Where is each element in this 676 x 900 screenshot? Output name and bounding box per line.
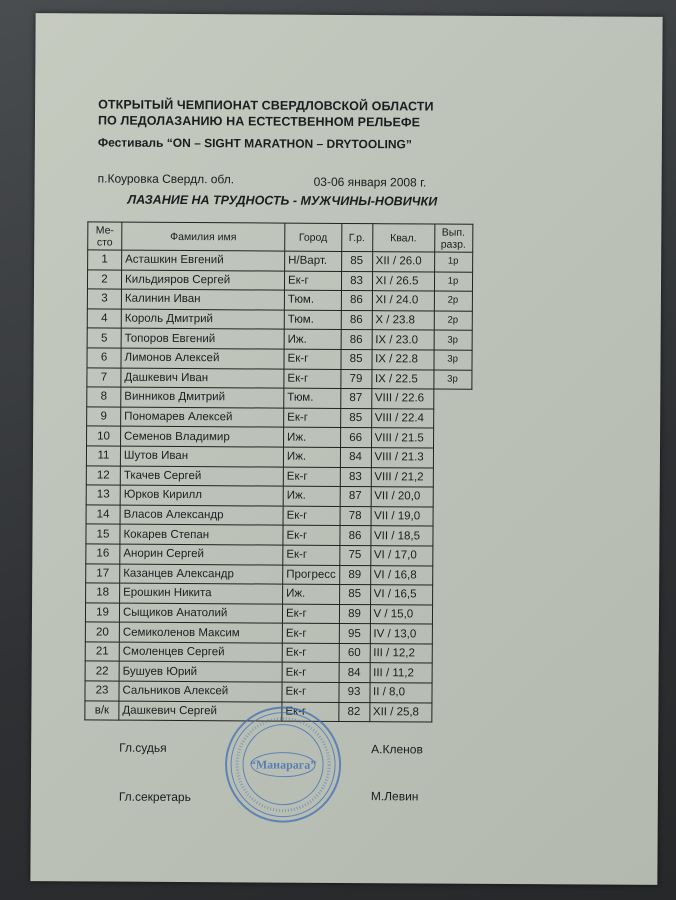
city-cell: Тюм. [284,290,341,310]
table-row [87,289,472,311]
place-cell: 16 [86,544,120,564]
table-row [86,465,471,487]
place-cell: 21 [85,642,119,662]
table-row [87,270,472,292]
name-cell: Кильдияров Сергей [121,270,284,291]
year-cell: 84 [340,447,371,467]
rank-cell [433,448,471,468]
qual-cell: X / 23.8 [372,310,434,330]
qual-cell: VI / 17,0 [370,546,432,566]
qual-cell: VIII / 22.6 [371,389,433,409]
table-row [87,309,472,331]
year-cell: 87 [340,487,371,507]
place-cell: 17 [86,563,120,583]
place-cell: 2 [87,270,121,290]
name-cell: Дашкевич Иван [121,368,284,389]
place-cell: 13 [86,485,120,505]
name-cell: Пономарев Алексей [121,407,284,428]
year-cell: 89 [339,565,370,585]
qual-cell: IX / 22.8 [372,350,434,370]
year-cell: 86 [341,310,372,330]
qual-cell: IX / 23.0 [372,330,434,350]
year-cell: 85 [340,408,371,428]
city-cell: Прогресс [283,565,340,585]
table-row [87,426,472,448]
chief-judge-label: Гл.судья [119,740,167,755]
city-cell: Ек-г [283,545,340,565]
rank-cell: 3р [433,370,471,390]
festival-title: Фестиваль “ON – SIGHT MARATHON – DRYTOOLING” [97,135,412,152]
header-qual: Квал. [372,224,434,252]
place-cell: 18 [86,583,120,603]
place-cell: 9 [87,407,121,427]
name-cell: Шутов Иван [120,446,283,467]
place-cell: в/к [85,701,119,721]
name-cell: Семенов Владимир [121,426,284,447]
event-place: п.Коуровка Свердл. обл. [97,171,235,187]
city-cell: Ек-г [284,408,341,428]
qual-cell: VII / 19,0 [371,506,433,526]
name-cell: Смоленцев Сергей [119,642,282,663]
year-cell: 75 [339,545,370,565]
qual-cell: VIII / 21.3 [371,448,433,468]
qual-cell: VIII / 21,2 [371,467,433,487]
header-year: Г.р. [341,223,372,251]
place-cell: 19 [85,603,119,623]
rank-cell [432,663,470,683]
city-cell: Ек-г [284,271,341,291]
year-cell: 87 [340,389,371,409]
qual-cell: XI / 26.5 [372,271,434,291]
rank-cell [432,644,470,664]
city-cell: Иж. [283,584,340,604]
place-cell: 5 [87,328,121,348]
rank-cell: 3р [434,350,472,370]
rank-cell [432,624,470,644]
city-cell: Тюм. [284,388,341,408]
qual-cell: II / 8,0 [369,683,431,703]
qual-cell: VII / 18,5 [370,526,432,546]
discipline-title: ЛАЗАНИЕ НА ТРУДНОСТЬ - МУЖЧИНЫ-НОВИЧКИ [127,192,438,209]
results-table [84,221,473,723]
qual-cell: IV / 13,0 [370,624,432,644]
table-row [86,583,471,605]
name-cell: Казанцев Александр [120,564,283,585]
event-dates: 03-06 января 2008 г. [313,174,427,190]
name-cell: Топоров Евгений [121,328,284,349]
place-cell: 1 [88,250,122,270]
year-cell: 95 [339,624,370,644]
chief-judge-name: А.Кленов [371,742,423,757]
qual-cell: XII / 26.0 [372,252,434,272]
table-row [85,661,470,683]
qual-cell: VIII / 21.5 [371,428,433,448]
table-header-row [88,222,473,252]
title-line-1: ОТКРЫТЫЙ ЧЕМПИОНАТ СВЕРДЛОВСКОЙ ОБЛАСТИ [98,97,434,114]
place-cell: 20 [85,622,119,642]
rank-cell [433,468,471,488]
city-cell: Ек-г [283,506,340,526]
table-row [85,681,470,703]
name-cell: Ерошкин Никита [120,583,283,604]
place-cell: 11 [86,446,120,466]
city-cell: Ек-г [282,663,339,683]
qual-cell: VI / 16,5 [370,585,432,605]
header-name: Фамилия имя [122,222,285,251]
rank-cell [433,507,471,527]
year-cell: 84 [339,663,370,683]
rank-cell: 3р [434,330,472,350]
rank-cell [432,605,470,625]
table-row [85,642,470,664]
place-cell: 22 [85,661,119,681]
year-cell: 85 [339,585,370,605]
rank-cell [433,409,471,429]
place-cell: 10 [87,426,121,446]
rank-cell [432,566,470,586]
name-cell: Кокарев Степан [120,524,283,545]
place-cell: 6 [87,348,121,368]
city-cell: Н/Варт. [285,251,342,271]
rank-cell: 2р [434,291,472,311]
rank-cell [432,546,470,566]
name-cell: Асташкин Евгений [122,250,285,271]
name-cell: Винников Дмитрий [121,387,284,408]
name-cell: Бушуев Юрий [119,662,282,683]
city-cell: Иж. [284,329,341,349]
rank-cell: 1р [434,252,472,272]
rank-cell [432,526,470,546]
results-sheet [30,13,662,885]
chief-secretary-label: Гл.секретарь [118,789,191,805]
table-row [86,544,471,566]
city-cell: Ек-г [282,682,339,702]
city-cell: Ек-г [282,604,339,624]
rank-cell [431,703,469,723]
place-cell: 14 [86,505,120,525]
rank-cell [433,389,471,409]
city-cell: Иж. [283,486,340,506]
rank-cell: 1р [434,272,472,292]
qual-cell: V / 15,0 [370,604,432,624]
qual-cell: XI / 24.0 [372,291,434,311]
table-row [87,407,472,429]
table-row [85,622,470,644]
year-cell: 85 [341,349,372,369]
header-place: Ме- сто [88,222,122,250]
table-row [86,446,471,468]
place-cell: 8 [87,387,121,407]
year-cell: 60 [339,643,370,663]
place-cell: 3 [87,289,121,309]
name-cell: Калинин Иван [121,289,284,310]
name-cell: Лимонов Алексей [121,348,284,369]
stamp-center-text: “Манарага” [249,757,317,772]
city-cell: Иж. [284,427,341,447]
place-cell: 23 [85,681,119,701]
year-cell: 78 [340,506,371,526]
year-cell: 89 [339,604,370,624]
table-row [87,367,472,389]
city-cell: Ек-г [283,467,340,487]
year-cell: 83 [341,271,372,291]
qual-cell: III / 11,2 [370,663,432,683]
table-row [88,250,473,272]
rank-cell [433,428,471,448]
city-cell: Ек-г [282,643,339,663]
qual-cell: IX / 22.5 [371,369,433,389]
city-cell: Ек-г [282,623,339,643]
year-cell: 86 [341,330,372,350]
chief-secretary-name: М.Левин [370,789,419,804]
name-cell: Юрков Кирилл [120,485,283,506]
city-cell: Тюм. [284,310,341,330]
qual-cell: XII / 25,8 [369,702,431,722]
rank-cell [433,487,471,507]
city-cell: Ек-г [284,369,341,389]
title-line-2: ПО ЛЕДОЛАЗАНИЮ НА ЕСТЕСТВЕННОМ РЕЛЬЕФЕ [97,113,421,130]
table-row [85,603,470,625]
club-stamp [223,704,344,825]
table-row [86,563,471,585]
city-cell: Ек-г [283,525,340,545]
qual-cell: III / 12,2 [370,644,432,664]
table-row [86,485,471,507]
city-cell: Иж. [283,447,340,467]
table-row [86,524,471,546]
name-cell: Ткачев Сергей [120,466,283,487]
year-cell: 85 [341,251,372,271]
city-cell: Ек-г [284,349,341,369]
header-rank: Вып. разр. [434,224,472,252]
year-cell: 83 [340,467,371,487]
year-cell: 86 [339,526,370,546]
qual-cell: VIII / 22.4 [371,408,433,428]
table-row [87,328,472,350]
place-cell: 15 [86,524,120,544]
place-cell: 12 [86,465,120,485]
table-row [87,387,472,409]
name-cell: Дашкевич Сергей [119,701,282,722]
rank-cell: 2р [434,311,472,331]
year-cell: 86 [341,291,372,311]
name-cell: Семиколенов Максим [119,622,282,643]
table-row [87,348,472,370]
name-cell: Король Дмитрий [121,309,284,330]
name-cell: Сыщиков Анатолий [119,603,282,624]
year-cell: 93 [339,683,370,703]
name-cell: Власов Александр [120,505,283,526]
name-cell: Сальников Алексей [119,681,282,702]
name-cell: Анорин Сергей [120,544,283,565]
place-cell: 4 [87,309,121,329]
year-cell: 79 [340,369,371,389]
year-cell: 66 [340,428,371,448]
qual-cell: VII / 20,0 [371,487,433,507]
place-cell: 7 [87,367,121,387]
qual-cell: VI / 16,8 [370,565,432,585]
year-cell: 82 [338,702,369,722]
header-city: Город [285,223,342,251]
rank-cell [432,585,470,605]
city-cell: Ек-г [282,702,339,722]
rank-cell [431,683,469,703]
table-row [86,505,471,527]
